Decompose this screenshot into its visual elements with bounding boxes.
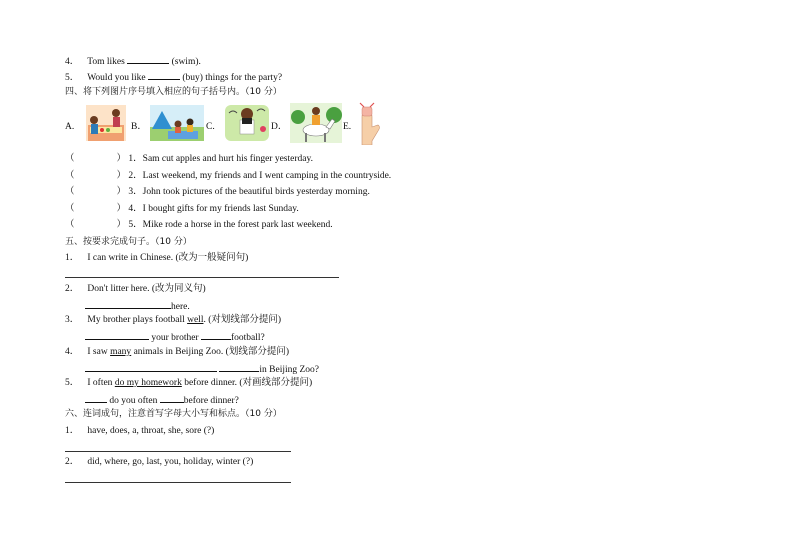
answer-blank[interactable] xyxy=(160,393,184,403)
answer-text: do you often xyxy=(107,396,160,406)
answer-blank[interactable] xyxy=(85,330,117,340)
question-text: I can write in Chinese. (改为一般疑问句) xyxy=(87,253,249,263)
matching-sentence-2 xyxy=(65,170,391,182)
question-text: I saw xyxy=(87,347,111,357)
section6-heading: 六、连词成句，注意首写字母大小写和标点。（10 分） xyxy=(65,409,282,419)
answer-blank[interactable] xyxy=(117,330,149,340)
answer-line[interactable] xyxy=(65,482,291,483)
underlined-word: do my homework xyxy=(114,378,182,388)
answer-row-5 xyxy=(85,393,239,407)
answer-blank[interactable] xyxy=(201,330,231,340)
answer-blank[interactable] xyxy=(175,362,217,372)
answer-blank[interactable] xyxy=(85,393,107,403)
section5-heading: 五、按要求完成句子。（10 分） xyxy=(65,237,192,247)
answer-row-3 xyxy=(85,330,265,344)
question-text-end: . (对划线部分提问) xyxy=(203,315,282,325)
answer-blank[interactable] xyxy=(127,54,169,64)
question-text: did, where, go, last, you, holiday, winter (?) xyxy=(87,457,254,467)
answer-line[interactable] xyxy=(65,277,339,278)
camping-picture xyxy=(150,105,204,141)
matching-sentence-1 xyxy=(65,153,313,165)
question-text: I often xyxy=(87,378,115,388)
answer-text: in Beijing Zoo? xyxy=(259,365,320,375)
option-b-label: B． xyxy=(131,122,147,132)
answer-paren[interactable]: （ ） xyxy=(65,171,127,181)
question-number: 5． xyxy=(65,378,80,388)
answer-line[interactable] xyxy=(65,451,291,452)
sentence-text: 4．I bought gifts for my friends last Sunday. xyxy=(128,204,299,214)
answer-blank[interactable] xyxy=(85,299,171,309)
answer-row-4 xyxy=(85,362,319,376)
option-e-label: E. xyxy=(343,122,352,132)
word-order-question-1 xyxy=(65,425,214,437)
answer-text: football? xyxy=(230,333,265,343)
matching-sentence-4 xyxy=(65,203,299,215)
question-text: Don't litter here. (改为同义句) xyxy=(87,284,206,294)
answer-text: before dinner? xyxy=(183,396,239,406)
hurt-finger-picture xyxy=(352,101,382,145)
question-text-end: before dinner. (对画线部分提问) xyxy=(181,378,313,388)
underlined-word: many xyxy=(110,347,132,357)
question-5 xyxy=(65,70,282,84)
option-d-label: D． xyxy=(271,122,288,132)
answer-text: your brother xyxy=(149,333,201,343)
answer-blank[interactable] xyxy=(119,362,175,372)
question-number: 4． xyxy=(65,57,80,67)
word-order-question-2 xyxy=(65,456,253,468)
transform-question-4 xyxy=(65,346,289,358)
transform-question-3 xyxy=(65,314,281,326)
question-text: Would you like xyxy=(87,73,148,83)
option-a-label: A. xyxy=(65,122,75,132)
transform-question-2 xyxy=(65,283,206,295)
answer-paren[interactable]: （ ） xyxy=(65,220,127,230)
underlined-word: well xyxy=(187,315,204,325)
sentence-text: 2．Last weekend, my friends and I went camping in the countryside. xyxy=(128,171,392,181)
sentence-text: 5．Mike rode a horse in the forest park last weekend. xyxy=(128,220,333,230)
question-text: have, does, a, throat, she, sore (?) xyxy=(87,426,215,436)
fruit-cutting-picture xyxy=(86,105,126,141)
answer-blank[interactable] xyxy=(148,70,180,80)
question-text-end: (swim). xyxy=(171,57,201,67)
question-number: 3． xyxy=(65,315,80,325)
question-number: 1． xyxy=(65,253,80,263)
option-c-label: C. xyxy=(206,122,215,132)
question-number: 2． xyxy=(65,457,80,467)
answer-paren[interactable]: （ ） xyxy=(65,187,127,197)
sentence-text: 3．John took pictures of the beautiful birds yesterday morning. xyxy=(128,187,370,197)
matching-sentence-5 xyxy=(65,219,333,231)
section4-heading: 四、将下列图片序号填入相应的句子括号内。（10 分） xyxy=(65,87,282,97)
sentence-text: 1．Sam cut apples and hurt his finger yesterday. xyxy=(128,154,313,164)
question-text-end: (buy) things for the party? xyxy=(182,73,283,83)
answer-blank[interactable] xyxy=(85,362,119,372)
question-number: 2． xyxy=(65,284,80,294)
answer-blank[interactable] xyxy=(219,362,259,372)
question-text: Tom likes xyxy=(87,57,128,67)
transform-question-5 xyxy=(65,377,312,389)
answer-text: here. xyxy=(171,302,190,312)
question-number: 5． xyxy=(65,73,80,83)
horse-riding-picture xyxy=(290,103,342,143)
question-text: My brother plays football xyxy=(87,315,188,325)
answer-paren[interactable]: （ ） xyxy=(65,154,127,164)
answer-row-2 xyxy=(85,299,190,313)
answer-paren[interactable]: （ ） xyxy=(65,204,127,214)
question-text-end: animals in Beijing Zoo. (划线部分提问) xyxy=(131,347,289,357)
question-number: 4． xyxy=(65,347,80,357)
question-4 xyxy=(65,54,201,68)
taking-pictures-picture xyxy=(225,105,269,141)
question-number: 1． xyxy=(65,426,80,436)
transform-question-1 xyxy=(65,252,248,264)
matching-sentence-3 xyxy=(65,186,370,198)
